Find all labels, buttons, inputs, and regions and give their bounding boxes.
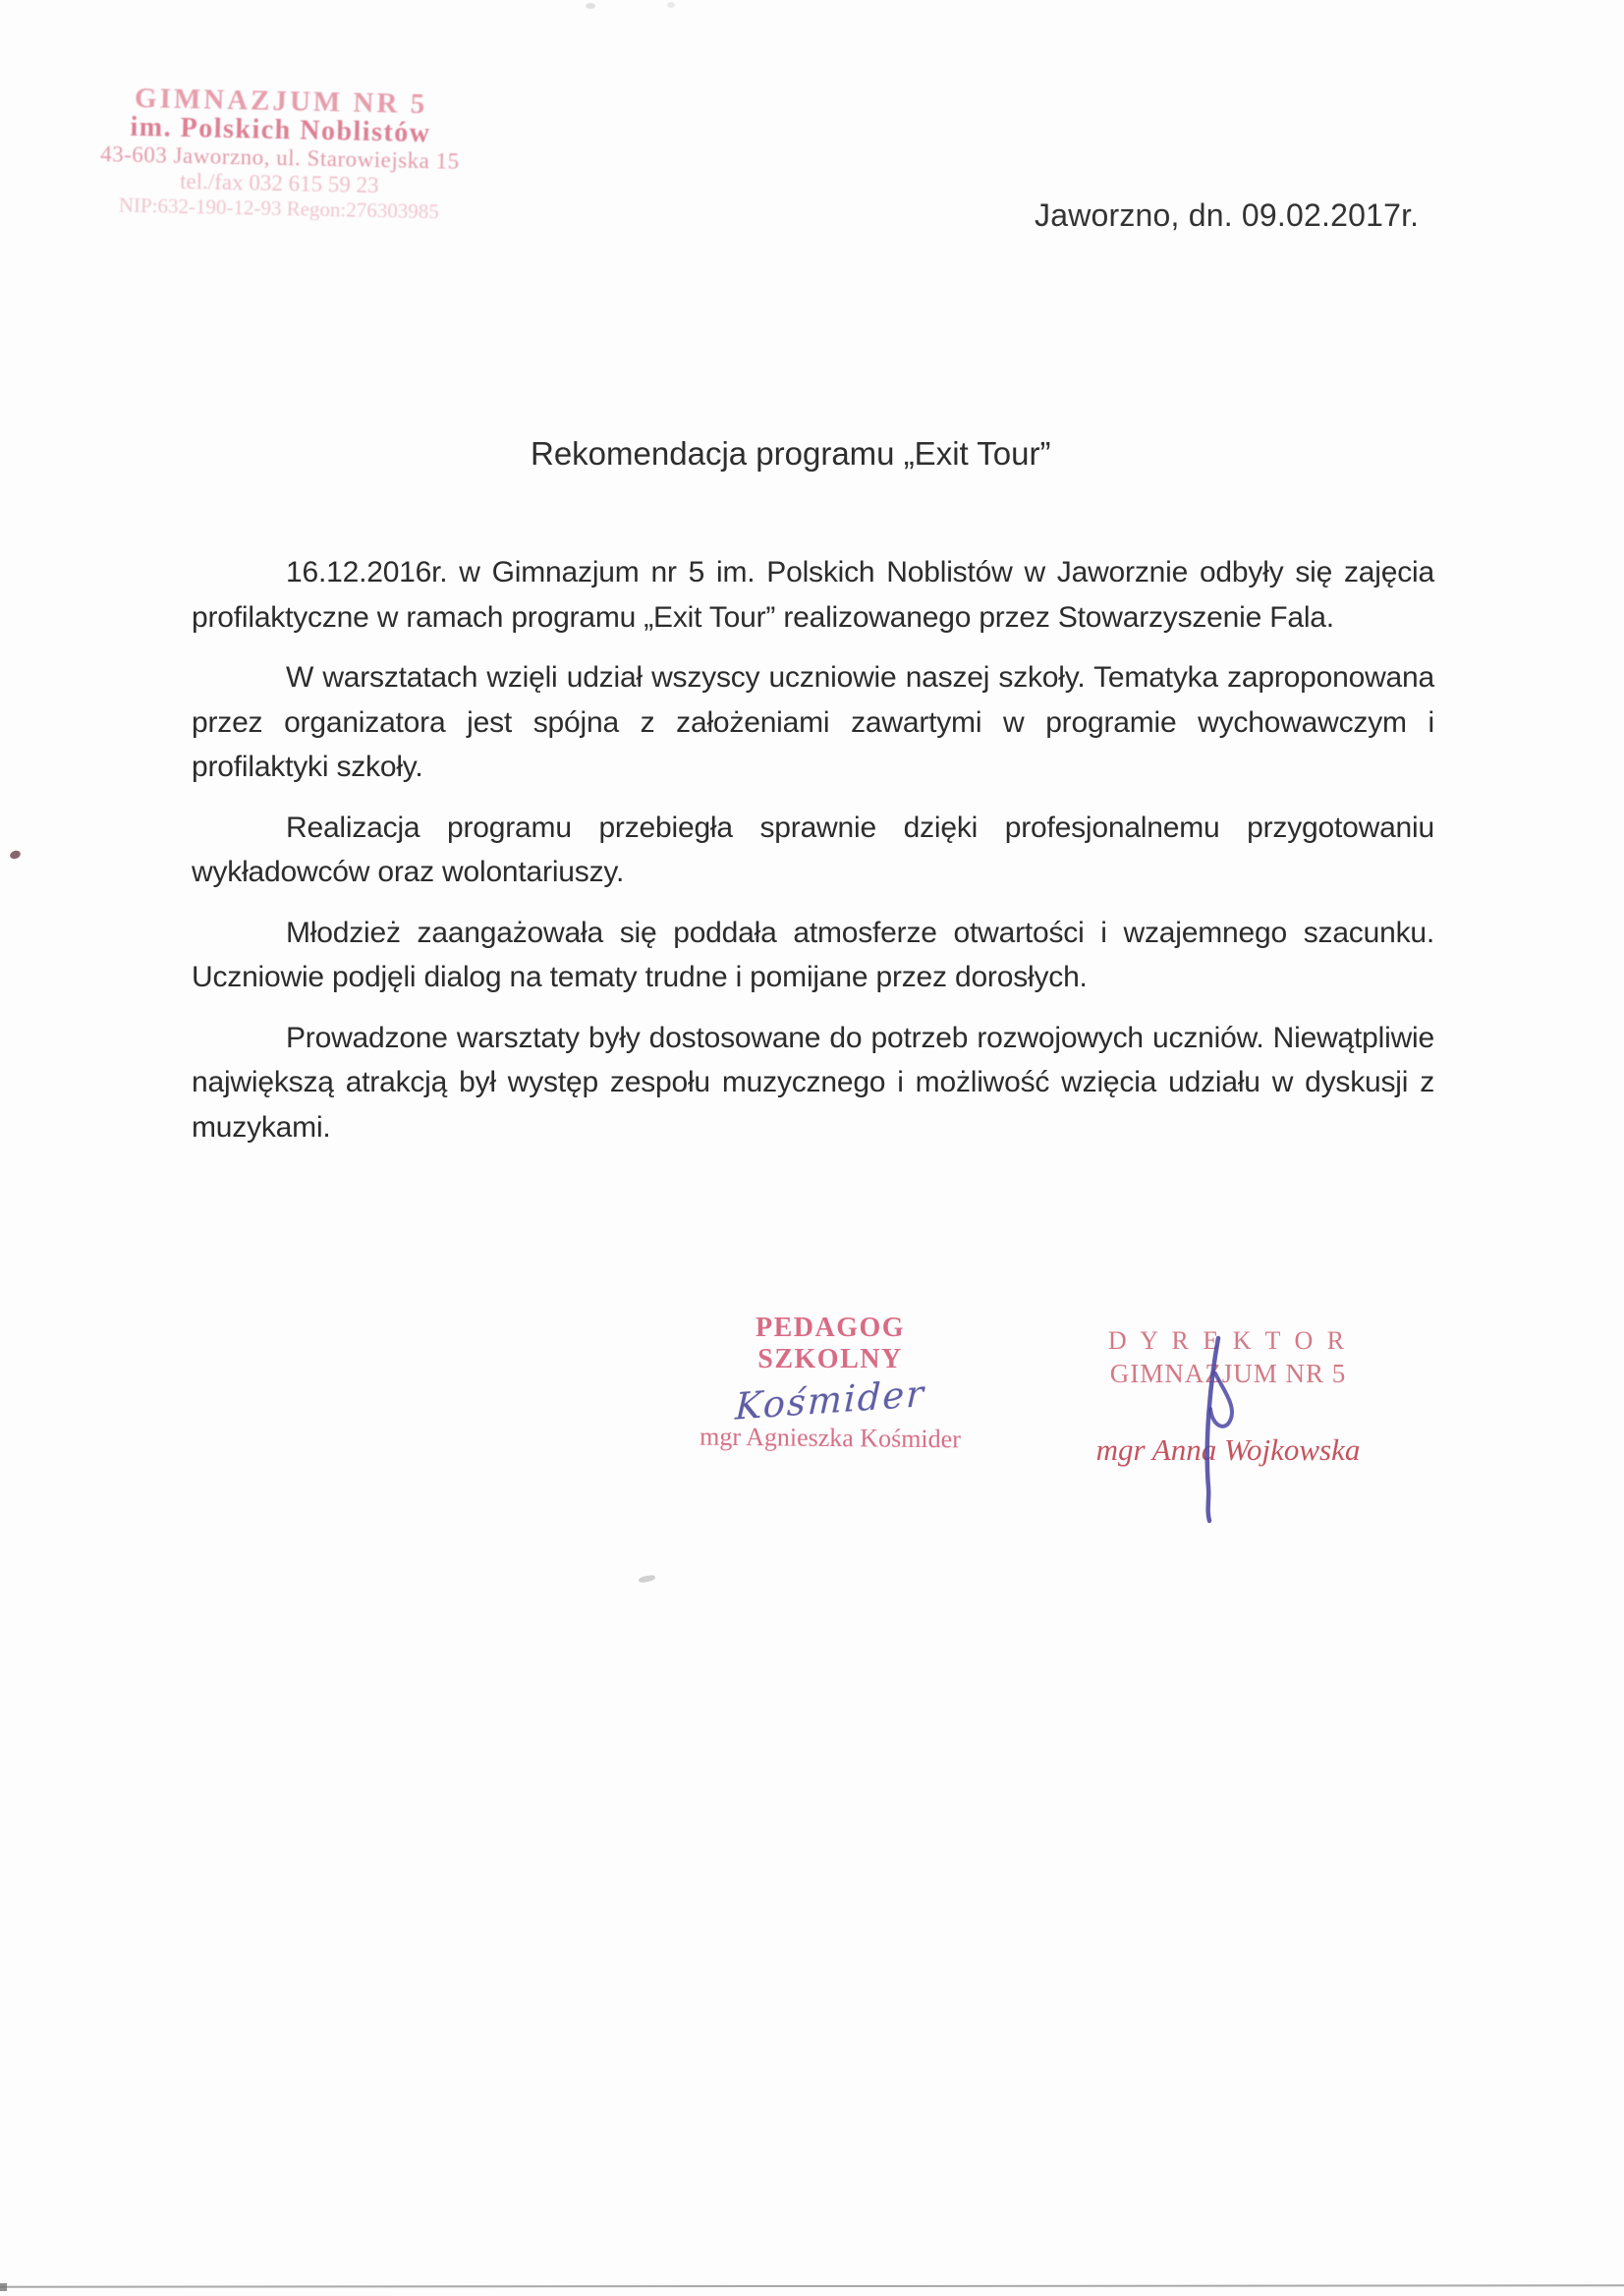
director-name-stamp: mgr Anna Wojkowska bbox=[1095, 1432, 1361, 1467]
stamp-school-name-line2: im. Polskich Noblistów bbox=[130, 111, 431, 149]
school-stamp bbox=[83, 83, 478, 225]
pedagog-name-stamp: mgr Agnieszka Kośmider bbox=[699, 1422, 962, 1454]
scan-speck bbox=[667, 2, 675, 8]
director-org-stamp: GIMNAZJUM NR 5 bbox=[1109, 1359, 1347, 1388]
scan-speck bbox=[586, 3, 595, 9]
body-paragraph: Prowadzone warsztaty były dostosowane do potrzeb rozwojowych uczniów. Niewątpliwie największą atrakcją był występ zespołu muzycznego i możliwość wzięcia udziału w dyskusji z muzykami. bbox=[192, 1021, 1434, 1144]
document-title: Rekomendacja programu „Exit Tour” bbox=[531, 435, 1051, 472]
date-line: Jaworzno, dn. 09.02.2017r. bbox=[1035, 197, 1420, 233]
director-signature-ink bbox=[1185, 1332, 1256, 1527]
pedagog-role-stamp: PEDAGOG SZKOLNY bbox=[755, 1313, 906, 1374]
body-paragraph: Młodzież zaangażowała się poddała atmosferze otwartości i wzajemnego szacunku. Uczniowie podjęli dialog na tematy trudne i pomijane przez dorosłych. bbox=[192, 916, 1434, 993]
director-role-stamp: D Y R E K T O R bbox=[1107, 1326, 1349, 1355]
body-paragraph: Realizacja programu przebiegła sprawnie dzięki profesjonalnemu przygotowaniu wykładowców oraz wolontariuszy. bbox=[192, 811, 1434, 888]
pedagog-handwritten-signature: Kośmider bbox=[734, 1372, 926, 1428]
body-paragraph: 16.12.2016r. w Gimnazjum nr 5 im. Polskich Noblistów w Jaworznie odbyły się zajęcia profilaktyczne w ramach programu „Exit Tour” realizowanego przez Stowarzyszenie Fala. bbox=[192, 556, 1434, 634]
scan-speck bbox=[9, 849, 22, 860]
stamp-school-address: 43-603 Jaworzno, ul. Starowiejska 15 bbox=[99, 141, 460, 174]
signature-block-pedagog bbox=[683, 1313, 978, 1453]
stamp-school-ids: NIP:632-190-12-93 Regon:276303985 bbox=[118, 193, 440, 224]
stamp-school-phone: tel./fax 032 615 59 23 bbox=[179, 168, 379, 198]
scan-bottom-edge-line bbox=[0, 2284, 1624, 2287]
scan-speck bbox=[639, 1574, 656, 1583]
stamp-school-name-line1: GIMNAZJUM NR 5 bbox=[134, 82, 428, 121]
document-body bbox=[192, 550, 1434, 1165]
scan-bottom-edge-tick bbox=[0, 2283, 7, 2291]
body-paragraph: W warsztatach wzięli udział wszyscy uczniowie naszej szkoły. Tematyka zaproponowana przez organizatora jest spójna z założeniami zawartymi w programie wychowawczym i profilaktyki szkoły. bbox=[192, 661, 1434, 783]
